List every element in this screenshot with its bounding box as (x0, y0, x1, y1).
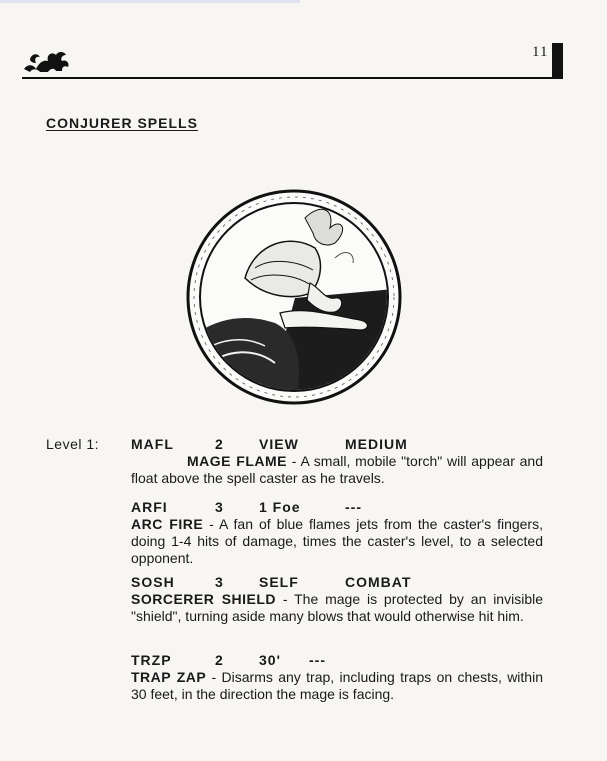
spell-description-text: - A fan of blue flames jets from the caster's fingers, doing 1-4 hits of damage, times the caster's level, to a selected opponent. (131, 516, 543, 566)
mage-casting-illustration (185, 188, 403, 406)
spell-description (131, 669, 543, 703)
spell-stats-line (131, 436, 543, 453)
header-rule (22, 77, 563, 79)
spell-cost: 2 (215, 436, 224, 452)
spell-code: TRZP (131, 652, 172, 668)
spell-duration: COMBAT (345, 574, 412, 590)
spell-description (131, 516, 543, 567)
spell-cost: 3 (215, 499, 224, 515)
spell-duration: --- (345, 499, 362, 515)
spell-description (131, 453, 543, 487)
dragon-logo-icon (22, 45, 72, 77)
spell-cost: 2 (215, 652, 224, 668)
spell-code: SOSH (131, 574, 175, 590)
spell-description-text: - Disarms any trap, including traps on chests, within 30 feet, in the direction the mage is facing. (131, 669, 543, 702)
spell-entry (131, 574, 543, 625)
spell-range: VIEW (259, 436, 299, 452)
spell-name: SORCERER SHIELD (131, 591, 277, 607)
spell-entry (131, 499, 543, 567)
spell-code: ARFI (131, 499, 168, 515)
spell-range: 30' (259, 652, 281, 668)
section-title: CONJURER SPELLS (46, 115, 198, 131)
spell-code: MAFL (131, 436, 174, 452)
spell-name: MAGE FLAME (187, 453, 287, 469)
spell-stats-line (131, 652, 543, 669)
spell-description-text: - A small, mobile "torch" will appear and float above the spell caster as he travels. (131, 453, 543, 486)
spell-duration: --- (309, 652, 326, 668)
page-number: 11 (532, 44, 549, 60)
spell-entry (131, 652, 543, 703)
spell-stats-line (131, 574, 543, 591)
page-edge (0, 0, 300, 3)
spell-name: TRAP ZAP (131, 669, 207, 685)
spell-stats-line (131, 499, 543, 516)
spell-duration: MEDIUM (345, 436, 408, 452)
spell-description (131, 591, 543, 625)
spell-description-text: - The mage is protected by an invisible "shield", turning aside many blows that would otherwise hit him. (131, 591, 543, 624)
spell-cost: 3 (215, 574, 224, 590)
spell-level-label: Level 1: (46, 436, 100, 452)
spell-range: SELF (259, 574, 299, 590)
spell-range: 1 Foe (259, 499, 301, 515)
spell-entry (131, 436, 543, 487)
page-tab-marker (552, 43, 563, 79)
spell-name: ARC FIRE (131, 516, 204, 532)
